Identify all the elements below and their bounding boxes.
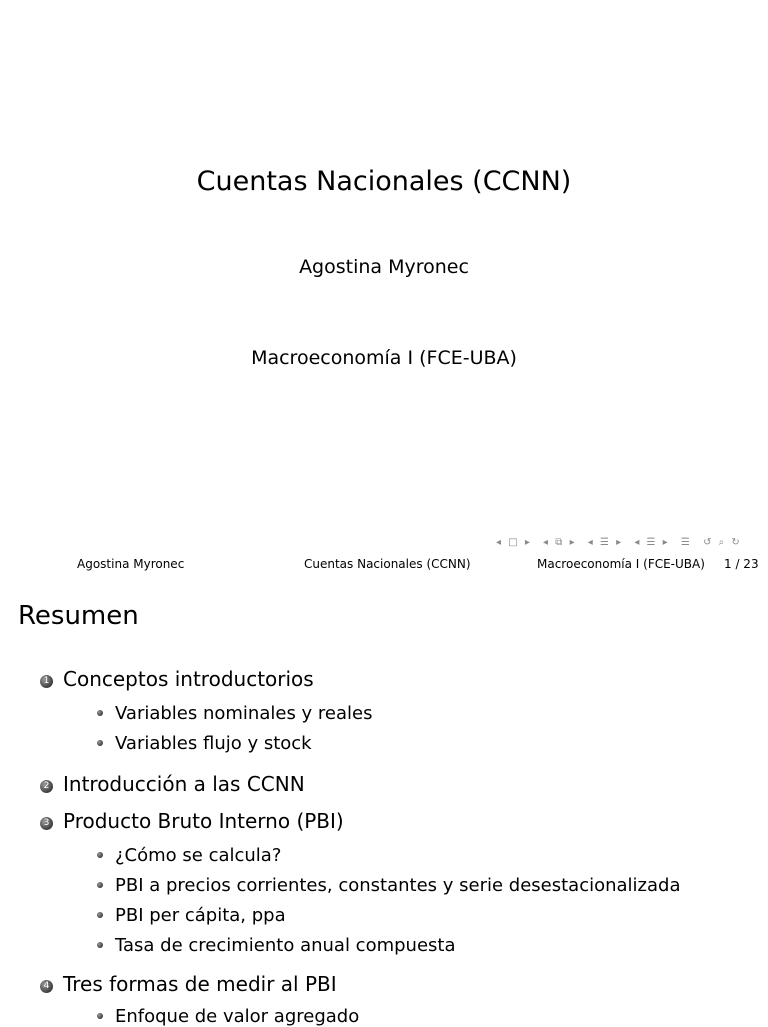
outline-section[interactable]	[38, 667, 314, 691]
section-number-badge: 3	[40, 817, 53, 830]
outline-section[interactable]	[38, 972, 337, 996]
section-label: Producto Bruto Interno (PBI)	[63, 809, 344, 833]
outline-subsection[interactable]	[97, 733, 312, 754]
subsection-label: Variables nominales y reales	[115, 703, 373, 724]
section-number-badge: 1	[40, 675, 53, 688]
bullet-icon	[97, 912, 103, 918]
section-label: Conceptos introductorios	[63, 667, 314, 691]
subsection-label: Variables flujo y stock	[115, 733, 312, 754]
subsection-label: Tasa de crecimiento anual compuesta	[115, 935, 456, 956]
section-number-badge: 4	[40, 980, 53, 993]
outline-subsection[interactable]	[97, 935, 456, 956]
outline-section[interactable]	[38, 809, 344, 833]
section-number-badge: 2	[40, 780, 53, 793]
nav-appendix-icon[interactable]: ☰	[680, 537, 692, 548]
frame-title: Resumen	[18, 601, 139, 631]
presentation-title: Cuentas Nacionales (CCNN)	[196, 166, 572, 197]
beamer-navigation-symbols[interactable]	[496, 537, 748, 548]
bullet-icon	[97, 710, 103, 716]
presentation-author: Agostina Myronec	[299, 256, 469, 278]
presentation-institute: Macroeconomía I (FCE-UBA)	[251, 347, 517, 369]
outline-subsection[interactable]	[97, 905, 286, 926]
subsection-label: PBI per cápita, ppa	[115, 905, 286, 926]
nav-frame-icon[interactable]: ◂ □ ▸	[496, 537, 532, 548]
section-label: Tres formas de medir al PBI	[63, 972, 337, 996]
bullet-icon	[97, 740, 103, 746]
footer-page-number: 1 / 23	[724, 557, 759, 571]
outline-subsection[interactable]	[97, 703, 372, 724]
subsection-label: ¿Cómo se calcula?	[115, 845, 282, 866]
nav-document-icon[interactable]: ◂ ☰ ▸	[634, 537, 670, 548]
nav-search-icon[interactable]: ↺ ⌕ ↻	[703, 537, 742, 548]
subsection-label: Enfoque de valor agregado	[115, 1006, 360, 1027]
outline-subsection[interactable]	[97, 875, 680, 896]
section-label: Introducción a las CCNN	[63, 772, 305, 796]
subsection-label: PBI a precios corrientes, constantes y serie desestacionalizada	[115, 875, 681, 896]
outline-section[interactable]	[38, 772, 305, 796]
bullet-icon	[97, 942, 103, 948]
bullet-icon	[97, 1013, 103, 1019]
outline-slide	[0, 585, 768, 1027]
footer-institute: Macroeconomía I (FCE-UBA)	[537, 557, 705, 571]
bullet-icon	[97, 882, 103, 888]
footer-title: Cuentas Nacionales (CCNN)	[304, 557, 471, 571]
footer-author: Agostina Myronec	[77, 557, 185, 571]
bullet-icon	[97, 852, 103, 858]
outline-subsection[interactable]	[97, 845, 281, 866]
nav-subsection-icon[interactable]: ◂ ⧉ ▸	[543, 537, 577, 548]
nav-section-icon[interactable]: ◂ ☰ ▸	[587, 537, 624, 548]
